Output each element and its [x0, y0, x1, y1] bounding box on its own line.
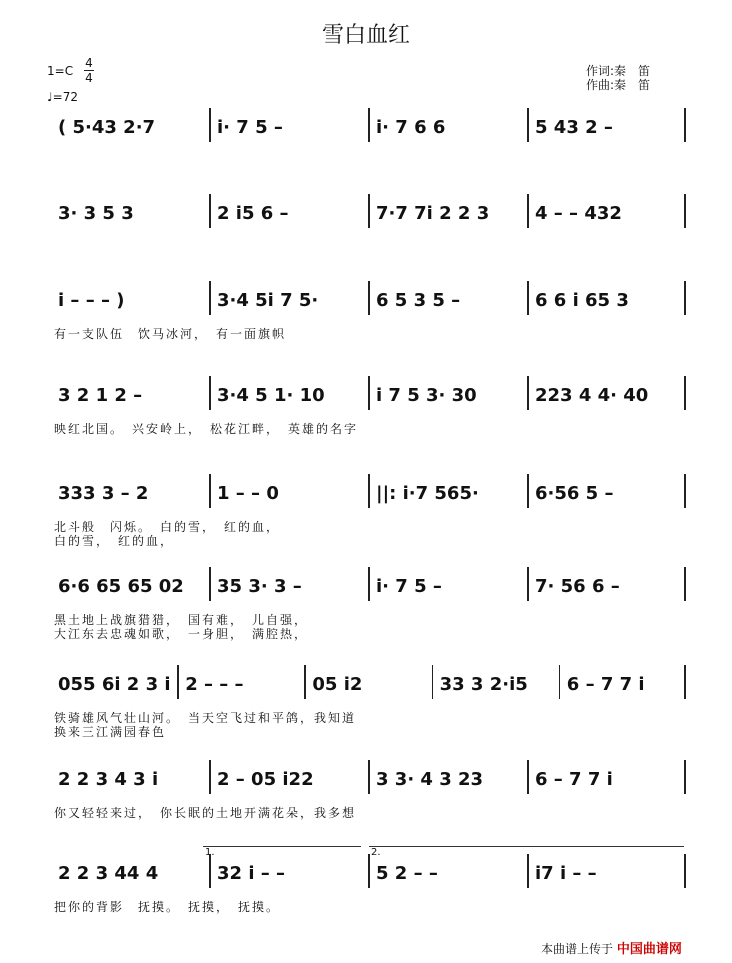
bar-line: [368, 474, 370, 508]
bar-line: [684, 194, 686, 228]
measure: i· 7 5 –: [217, 116, 283, 138]
measure: 3·4 5 1· 10: [217, 384, 325, 406]
bar-line: [559, 665, 561, 699]
lyric-line: 你又轻轻来过， 你长眠的土地开满花朵，我多想: [54, 806, 357, 820]
measure: 6 – 7 7 i: [535, 768, 613, 790]
bar-line: [684, 474, 686, 508]
score-row: [50, 480, 686, 548]
measure: 5 43 2 –: [535, 116, 613, 138]
measure: 7·7 7i 2 2 3: [376, 202, 490, 224]
measure: 2 i5 6 –: [217, 202, 289, 224]
measure: i· 7 5 –: [376, 575, 442, 597]
bar-line: [527, 854, 529, 888]
lyric-line: 白的雪， 红的血，: [54, 534, 175, 548]
measure: 2 – – –: [185, 673, 244, 695]
bar-line: [527, 760, 529, 794]
lyric-line: 有一支队伍 饮马冰河， 有一面旗帜: [54, 327, 287, 341]
bar-line: [684, 376, 686, 410]
bar-line: [209, 474, 211, 508]
bar-line: [684, 854, 686, 888]
measure: 055 6i 2 3 i: [58, 673, 171, 695]
bar-line: [209, 376, 211, 410]
lyricist: 作词:秦 笛: [586, 64, 651, 78]
bar-line: [304, 665, 306, 699]
bar-line: [684, 108, 686, 142]
footer-site-logo[interactable]: 中国曲谱网: [616, 942, 682, 957]
bar-line: [527, 376, 529, 410]
bar-line: [684, 567, 686, 601]
time-signature: [84, 56, 94, 85]
measure: i7 i – –: [535, 862, 597, 884]
measure: 1 – – 0: [217, 482, 279, 504]
measure: 6 – 7 7 i: [566, 673, 645, 695]
bar-line: [432, 665, 434, 699]
bar-line: [209, 760, 211, 794]
volta-1-label: 1.: [205, 847, 215, 858]
lyric-line: 北斗般 闪烁。 白的雪， 红的血，: [54, 520, 281, 534]
measure: 32 i – –: [217, 862, 286, 884]
score-row: [50, 671, 686, 739]
bar-line: [527, 474, 529, 508]
bar-line: [209, 567, 211, 601]
measure: ( 5·43 2·7: [58, 116, 156, 138]
lyric-line: 换来三江满园春色: [54, 725, 167, 739]
bar-line: [368, 760, 370, 794]
score-row: [50, 573, 686, 641]
measure: 33 3 2·i5: [439, 673, 528, 695]
measure: 223 4 4· 40: [535, 384, 649, 406]
score-row: [50, 287, 686, 341]
measure: 35 3· 3 –: [217, 575, 302, 597]
measure: i – – – ): [58, 289, 125, 311]
score-row: [50, 114, 686, 154]
bar-line: [684, 281, 686, 315]
bar-line: [368, 194, 370, 228]
measure: 6·6 65 65 02: [58, 575, 184, 597]
bar-line: [368, 108, 370, 142]
bar-line: [177, 665, 179, 699]
bar-line: [209, 108, 211, 142]
volta-2-label: 2.: [371, 847, 381, 858]
key-label: 1=C: [47, 64, 74, 78]
measure: 4 – – 432: [535, 202, 622, 224]
measure: 3 3· 4 3 23: [376, 768, 484, 790]
score-row: [50, 766, 686, 820]
lyric-line: 铁骑雄风气壮山河。 当天空飞过和平鸽，我知道: [54, 711, 357, 725]
measure: ||: i·7 565·: [376, 482, 479, 504]
score-row: [50, 200, 686, 240]
measure: 6 6 i 65 3: [535, 289, 629, 311]
measure: 2 2 3 44 4: [58, 862, 159, 884]
measure: 333 3 – 2: [58, 482, 149, 504]
bar-line: [527, 194, 529, 228]
bar-line: [368, 281, 370, 315]
measure: 6 5 3 5 –: [376, 289, 461, 311]
bar-line: [684, 760, 686, 794]
footer-text: 本曲谱上传于: [541, 942, 614, 956]
measure: 3·4 5i 7 5·: [217, 289, 319, 311]
bar-line: [368, 376, 370, 410]
lyric-line: 映红北国。 兴安岭上， 松花江畔， 英雄的名字: [54, 422, 359, 436]
footer: [541, 938, 682, 957]
measure: 3 2 1 2 –: [58, 384, 143, 406]
volta-2-bracket: [369, 846, 684, 847]
bar-line: [527, 108, 529, 142]
time-top: 4: [85, 56, 93, 70]
measure: 6·56 5 –: [535, 482, 614, 504]
measure: 2 2 3 4 3 i: [58, 768, 159, 790]
measure: 5 2 – –: [376, 862, 438, 884]
measure: i· 7 6 6: [376, 116, 446, 138]
song-title: 雪白血红: [321, 23, 410, 48]
lyric-line: 把你的背影 抚摸。 抚摸， 抚摸。: [54, 900, 281, 914]
key-signature: [47, 64, 73, 78]
bar-line: [209, 281, 211, 315]
bar-line: [527, 281, 529, 315]
measure: 3· 3 5 3: [58, 202, 134, 224]
measure: 2 – 05 i22: [217, 768, 314, 790]
tempo-mark: ♩=72: [47, 90, 78, 104]
bar-line: [684, 665, 686, 699]
measure: i 7 5 3· 30: [376, 384, 477, 406]
composer: 作曲:秦 笛: [586, 78, 651, 92]
score-row: [50, 382, 686, 436]
bar-line: [209, 194, 211, 228]
measure: 7· 56 6 –: [535, 575, 620, 597]
lyric-line: 黑土地上战旗猎猎， 国有难， 儿自强，: [54, 613, 309, 627]
measure: 05 i2: [312, 673, 363, 695]
bar-line: [368, 854, 370, 888]
volta-1-bracket: [203, 846, 361, 847]
lyric-line: 大江东去忠魂如歌， 一身胆， 满腔热，: [54, 627, 309, 641]
score-row: [50, 860, 686, 914]
bar-line: [368, 567, 370, 601]
bar-line: [527, 567, 529, 601]
time-bottom: 4: [85, 71, 93, 85]
